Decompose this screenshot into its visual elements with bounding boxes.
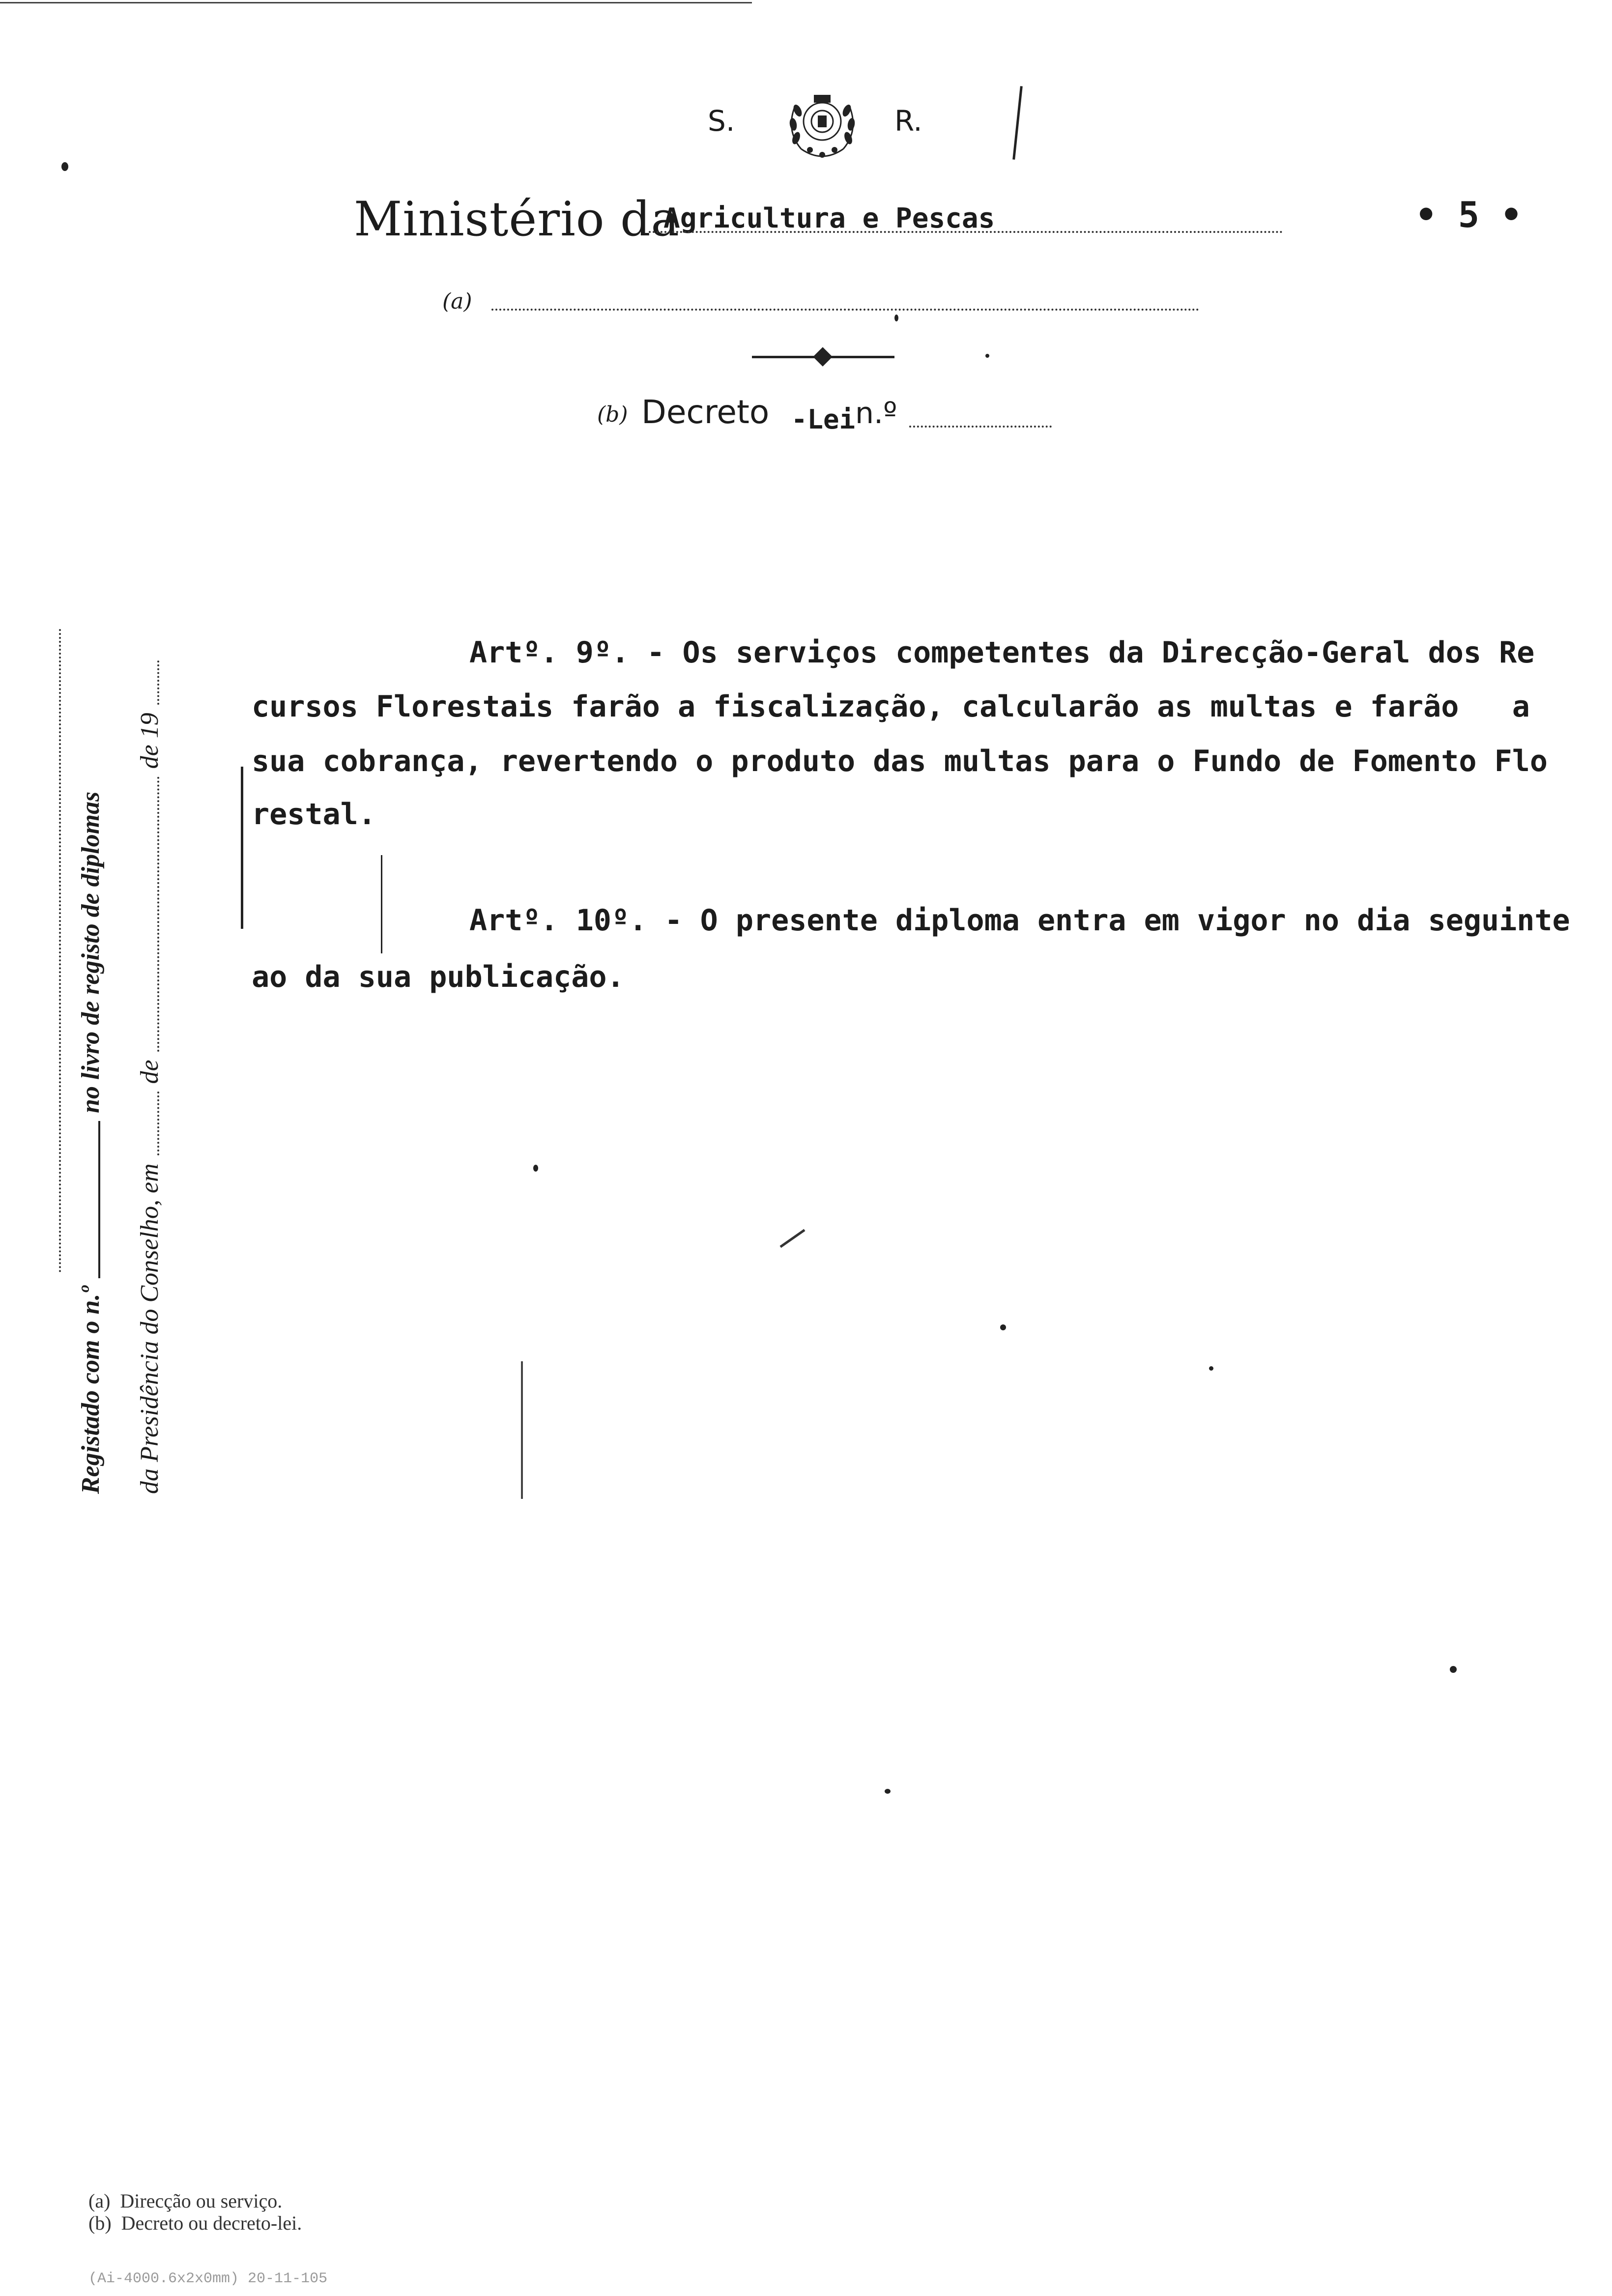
footnote-b: (b) Decreto ou decreto-lei. (88, 2212, 302, 2234)
register-book-label: no livro de registo de diplomas (77, 791, 105, 1114)
pen-tick-mark (1012, 86, 1023, 160)
print-code: (Ai-4000.6x2x0mm) 20-11-105 (88, 2270, 328, 2287)
margin-vertical-fill-line (59, 629, 61, 1273)
top-rule (0, 2, 752, 3)
scan-speck (894, 315, 898, 321)
art9-line-4: restal. (252, 797, 376, 832)
register-de-label: de (136, 1060, 164, 1084)
handwritten-bracket (241, 767, 243, 929)
art9-line-2: cursos Florestais farão a fiscalização, calcularão as multas e farão a (252, 689, 1530, 724)
ministerio-fill-line (649, 231, 1283, 233)
scan-speck (885, 1789, 891, 1794)
scan-speck (1000, 1324, 1006, 1330)
register-presidency-label: da Presidência do Conselho, em (136, 1163, 164, 1494)
register-month-fill (157, 776, 159, 1052)
art9-line-3: sua cobrança, revertendo o produto das multas para o Fundo de Fomento Flo (252, 744, 1548, 778)
scan-speck (533, 1165, 538, 1172)
field-a-fill-line (491, 309, 1199, 311)
register-number-fill (98, 1121, 100, 1278)
footnote-a: (a) Direcção ou serviço. (88, 2190, 283, 2212)
scan-stroke (521, 1361, 523, 1499)
page-number: • 5 • (1415, 194, 1522, 235)
ornament-diamond-icon (813, 347, 833, 367)
decreto-label: Decreto (641, 393, 770, 431)
art10-line-2: ao da sua publicação. (252, 960, 625, 994)
decreto-number-fill-line (909, 426, 1052, 428)
register-number-label: Registado com o n.º (77, 1286, 105, 1494)
register-year-fill (157, 660, 159, 705)
scan-speck (1450, 1666, 1457, 1673)
scan-speck (1209, 1366, 1213, 1371)
emblem-left-letter: S. (708, 104, 735, 138)
scan-stroke (779, 1229, 805, 1248)
register-day-fill (157, 1091, 159, 1155)
decreto-footnote-mark: (b) (597, 402, 628, 427)
decreto-number-label: n.º (855, 396, 897, 430)
handwritten-mark (381, 855, 382, 953)
art10-line-1: Artº. 10º. - O presente diploma entra em vigor no dia seguinte (469, 903, 1570, 938)
scan-speck (985, 354, 989, 358)
margin-register-note (52, 614, 179, 1494)
register-line-1 (76, 792, 105, 1494)
field-a-label: (a) (442, 289, 472, 314)
decreto-lei-typed: -Lei (791, 404, 856, 435)
scan-speck (61, 162, 68, 171)
ministerio-label: Ministério da (354, 192, 680, 247)
register-line-2 (135, 653, 164, 1494)
art9-line-1: Artº. 9º. - Os serviços competentes da Direcção-Geral dos Re (469, 635, 1535, 670)
register-year-label: de 19 (136, 713, 164, 769)
emblem-right-letter: R. (894, 104, 922, 138)
republic-emblem-icon (771, 86, 874, 165)
ministerio-value: Agricultura e Pescas (663, 202, 995, 234)
